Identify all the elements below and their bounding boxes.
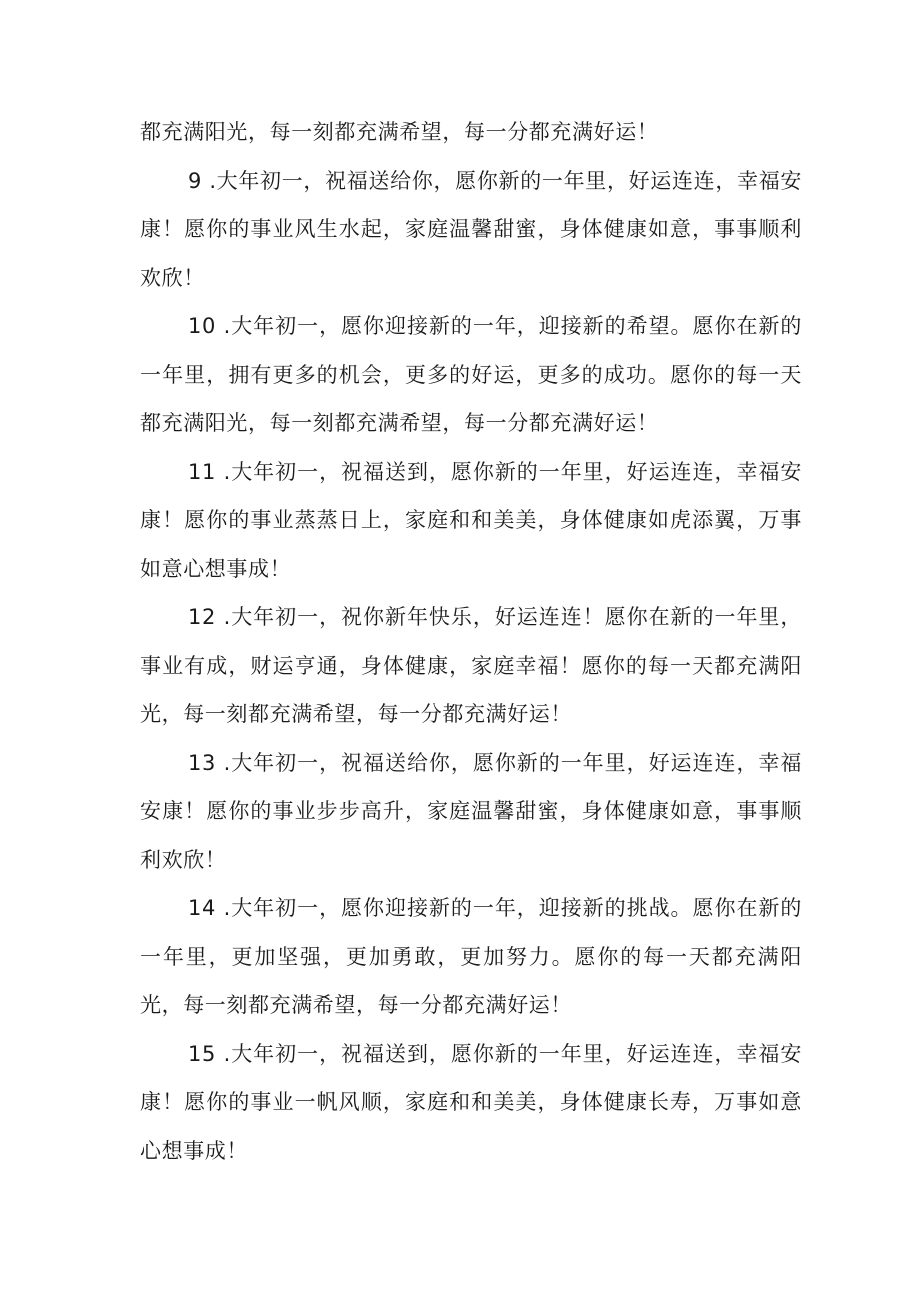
paragraph-13: 13 .大年初一，祝福送给你，愿你新的一年里，好运连连，幸福安康！愿你的事业步步高升，家庭温馨甜蜜，身体健康如意，事事顺利欢欣！ [140, 750, 802, 872]
paragraph-11: 11 .大年初一，祝福送到，愿你新的一年里，好运连连，幸福安康！愿你的事业蒸蒸日上，家庭和和美美，身体健康如虎添翼，万事如意心想事成！ [140, 459, 802, 581]
paragraph-continuation: 都充满阳光，每一刻都充满希望，每一分都充满好运！ [140, 120, 659, 144]
paragraph-14: 14 .大年初一，愿你迎接新的一年，迎接新的挑战。愿你在新的一年里，更加坚强，更加勇敢，更加努力。愿你的每一天都充满阳光，每一刻都充满希望，每一分都充满好运！ [140, 896, 802, 1017]
paragraph-12: 12 .大年初一，祝你新年快乐，好运连连！愿你在新的一年里，事业有成，财运亨通，身体健康，家庭幸福！愿你的每一天都充满阳光，每一刻都充满希望，每一分都充满好运！ [140, 605, 802, 726]
document-body [140, 108, 802, 1175]
paragraph-9: 9 .大年初一，祝福送给你，愿你新的一年里，好运连连，幸福安康！愿你的事业风生水起，家庭温馨甜蜜，身体健康如意，事事顺利欢欣！ [140, 168, 802, 290]
paragraph-10: 10 .大年初一，愿你迎接新的一年，迎接新的希望。愿你在新的一年里，拥有更多的机会，更多的好运，更多的成功。愿你的每一天都充满阳光，每一刻都充满希望，每一分都充满好运！ [140, 314, 802, 435]
paragraph-15: 15 .大年初一，祝福送到，愿你新的一年里，好运连连，幸福安康！愿你的事业一帆风顺，家庭和和美美，身体健康长寿，万事如意心想事成！ [140, 1041, 802, 1163]
